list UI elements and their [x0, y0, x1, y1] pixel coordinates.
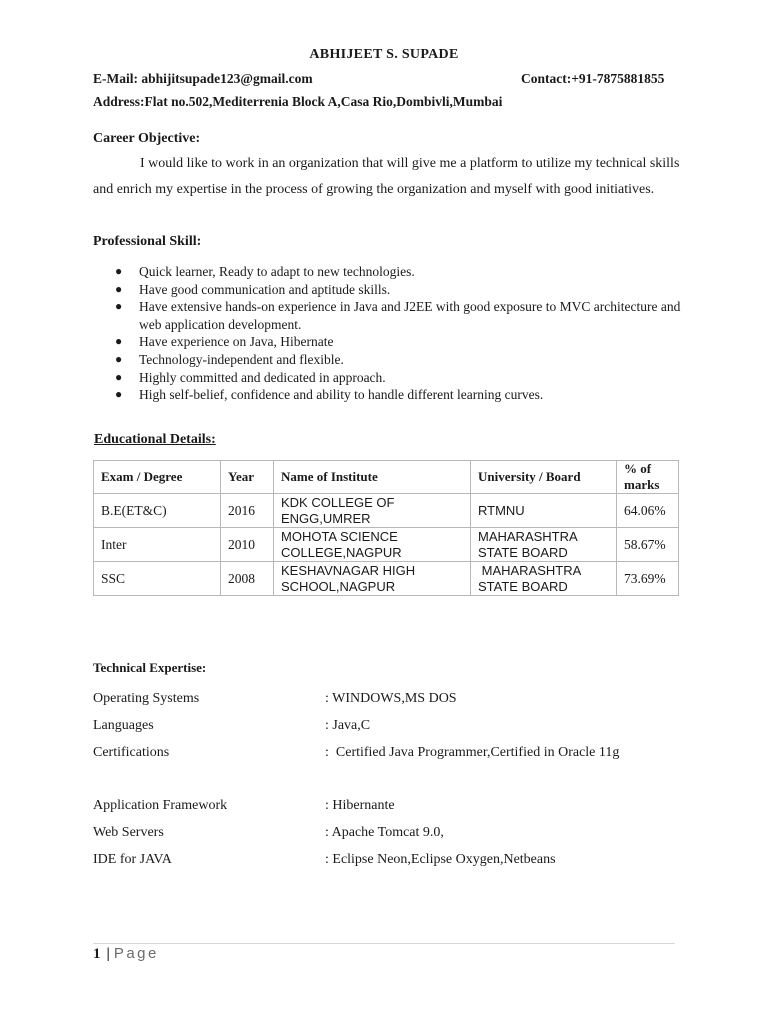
column-header: Exam / Degree	[94, 461, 221, 494]
list-item	[93, 369, 693, 387]
table-cell: MOHOTA SCIENCE COLLEGE,NAGPUR	[274, 528, 471, 562]
educational-details-heading: Educational Details:	[94, 432, 216, 447]
bullet-icon: ●	[115, 281, 123, 296]
career-objective-heading: Career Objective:	[93, 131, 201, 146]
skill-text: Have extensive hands-on experience in Java and J2EE with good exposure to MVC architecture and web application development.	[139, 299, 681, 332]
email-line: E-Mail: abhijitsupade123@gmail.com	[93, 71, 313, 86]
table-cell: MAHARASHTRA STATE BOARD	[471, 528, 617, 562]
table-cell: 2008	[221, 562, 274, 596]
table-cell: B.E(ET&C)	[94, 494, 221, 528]
table-cell: 2010	[221, 528, 274, 562]
column-header: Name of Institute	[274, 461, 471, 494]
list-item	[93, 333, 693, 351]
list-item	[93, 386, 693, 404]
table-cell: RTMNU	[471, 494, 617, 528]
tech-value: : WINDOWS,MS DOS	[325, 691, 457, 706]
tech-value: : Certified Java Programmer,Certified in Oracle 11g	[325, 745, 620, 760]
bullet-icon: ●	[115, 369, 123, 384]
tech-label: Web Servers	[93, 825, 164, 840]
table-cell: Inter	[94, 528, 221, 562]
page-label: Page	[113, 945, 159, 962]
table-row	[94, 528, 679, 562]
footer-separator: |	[106, 946, 110, 962]
table-header-row	[94, 461, 679, 494]
skill-text: Quick learner, Ready to adapt to new technologies.	[139, 264, 415, 279]
professional-skill-heading: Professional Skill:	[93, 234, 202, 249]
column-header: University / Board	[471, 461, 617, 494]
tech-value: : Java,C	[325, 718, 371, 733]
resume-name: ABHIJEET S. SUPADE	[309, 47, 459, 62]
tech-label: Application Framework	[93, 798, 228, 813]
tech-value: : Apache Tomcat 9.0,	[325, 825, 444, 840]
skills-list	[93, 263, 693, 404]
address-line: Address:Flat no.502,Mediterrenia Block A,Casa Rio,Dombivli,Mumbai	[93, 94, 503, 109]
table-cell: 73.69%	[617, 562, 679, 596]
page-number: 1	[93, 946, 101, 962]
bullet-icon: ●	[115, 334, 123, 349]
tech-label: Languages	[93, 718, 154, 733]
list-item	[93, 351, 693, 369]
technical-expertise-heading: Technical Expertise:	[93, 660, 207, 675]
table-row	[94, 494, 679, 528]
page-footer	[93, 945, 159, 963]
table-cell: 64.06%	[617, 494, 679, 528]
bullet-icon: ●	[115, 264, 123, 278]
skill-text: Technology-independent and flexible.	[139, 351, 344, 367]
bullet-icon: ●	[115, 387, 123, 402]
bullet-icon: ●	[115, 351, 123, 366]
contact-line: Contact:+91-7875881855	[521, 71, 665, 86]
skill-text: High self-belief, confidence and ability to handle different learning curves.	[139, 387, 544, 403]
list-item	[93, 263, 693, 281]
table-cell: SSC	[94, 562, 221, 596]
skill-text: Highly committed and dedicated in approach.	[139, 369, 386, 385]
table-row	[94, 562, 679, 596]
tech-label: IDE for JAVA	[93, 852, 172, 867]
list-item	[93, 298, 693, 333]
tech-label: Operating Systems	[93, 691, 200, 706]
tech-value: : Eclipse Neon,Eclipse Oxygen,Netbeans	[325, 852, 556, 867]
column-header: Year	[221, 461, 274, 494]
tech-label: Certifications	[93, 745, 170, 760]
bullet-icon: ●	[115, 299, 123, 314]
table-cell: MAHARASHTRA STATE BOARD	[471, 562, 617, 596]
career-objective-text: I would like to work in an organization that will give me a platform to utilize my technical skills and enrich my expertise in the process of growing the organization and myself with good initiatives.	[93, 156, 680, 197]
skill-text: Have experience on Java, Hibernate	[139, 334, 334, 350]
tech-value: : Hibernante	[325, 798, 395, 813]
column-header: % of marks	[617, 461, 679, 494]
skill-text: Have good communication and aptitude skills.	[139, 281, 391, 297]
education-table	[93, 460, 679, 596]
table-cell: KDK COLLEGE OF ENGG,UMRER	[274, 494, 471, 528]
table-cell: 58.67%	[617, 528, 679, 562]
table-cell: 2016	[221, 494, 274, 528]
list-item	[93, 281, 693, 299]
table-cell: KESHAVNAGAR HIGH SCHOOL,NAGPUR	[274, 562, 471, 596]
footer-divider	[93, 943, 675, 944]
